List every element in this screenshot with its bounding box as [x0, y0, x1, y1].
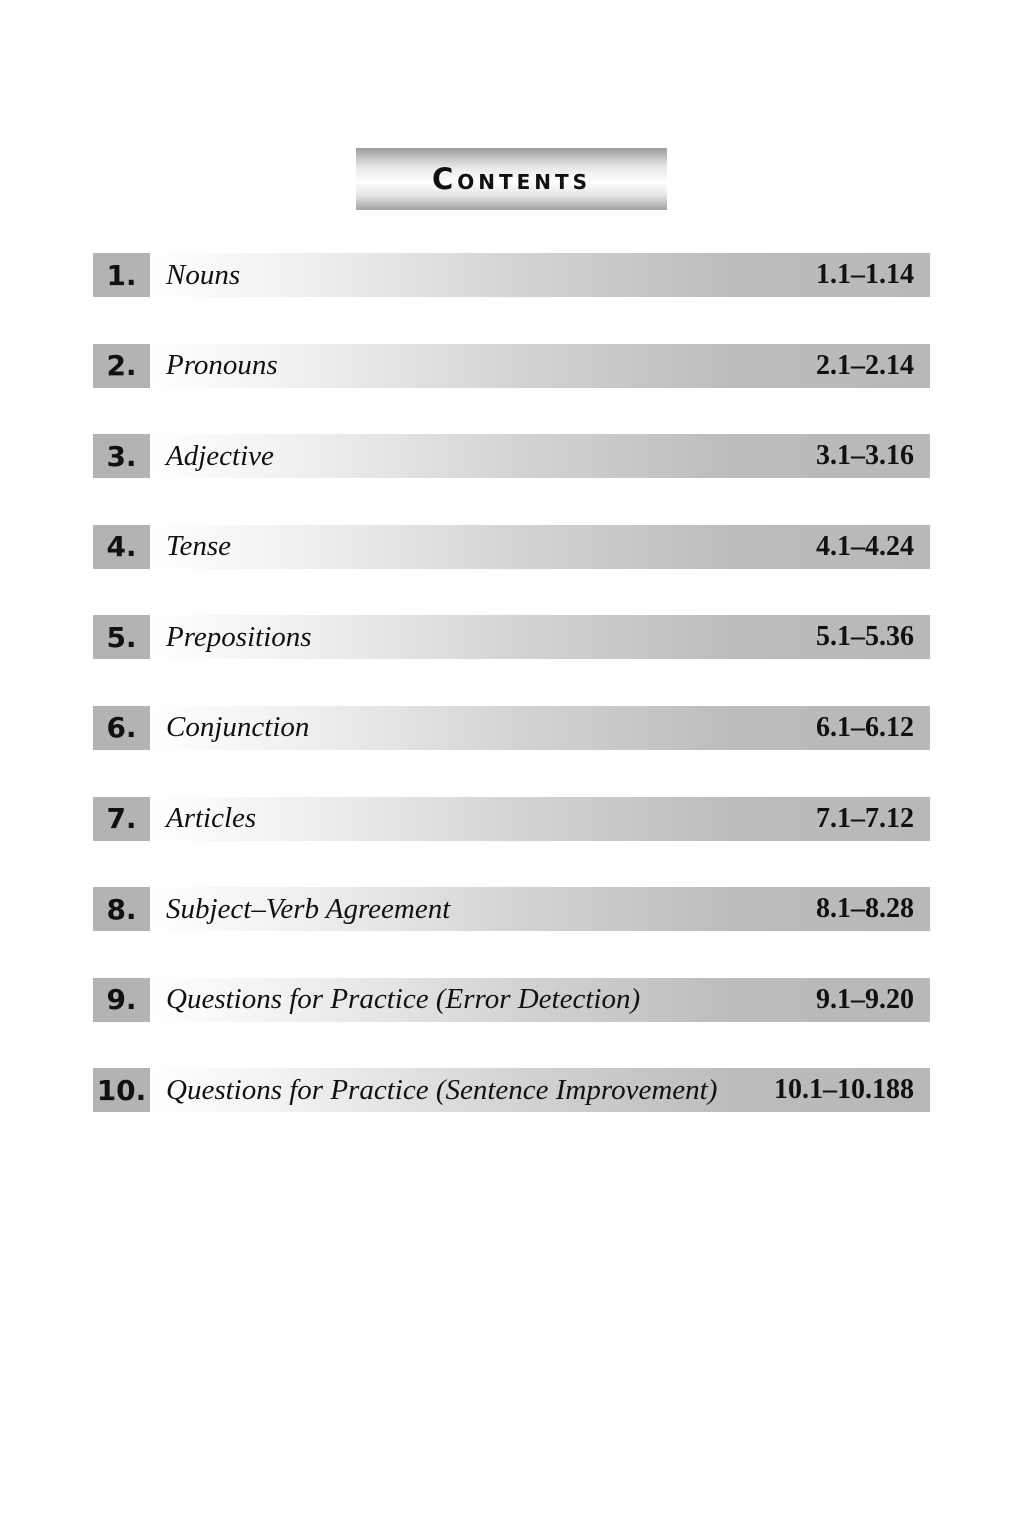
chapter-number: 6. [93, 706, 150, 750]
toc-entry-bar [150, 615, 930, 659]
chapter-title: Nouns [166, 258, 241, 291]
toc-entry-bar [150, 434, 930, 478]
toc-entry[interactable] [93, 434, 930, 478]
toc-entry-bar [150, 706, 930, 750]
toc-entry[interactable] [93, 887, 930, 931]
toc-entry[interactable] [93, 253, 930, 297]
toc-entry[interactable] [93, 797, 930, 841]
contents-heading-box [356, 148, 667, 210]
chapter-number: 10. [93, 1068, 150, 1112]
chapter-number: 2. [93, 344, 150, 388]
toc-entry-bar [150, 525, 930, 569]
toc-entry[interactable] [93, 1068, 930, 1112]
chapter-title: Prepositions [166, 620, 312, 653]
chapter-title: Adjective [166, 439, 274, 472]
chapter-number: 8. [93, 887, 150, 931]
chapter-number: 7. [93, 797, 150, 841]
chapter-title: Tense [166, 530, 231, 563]
chapter-number: 3. [93, 434, 150, 478]
chapter-pages: 8.1–8.28 [816, 893, 914, 925]
chapter-title: Subject–Verb Agreement [166, 892, 451, 925]
chapter-pages: 4.1–4.24 [816, 530, 914, 562]
chapter-number: 9. [93, 978, 150, 1022]
chapter-title: Conjunction [166, 711, 310, 744]
chapter-number: 5. [93, 615, 150, 659]
chapter-pages: 7.1–7.12 [816, 802, 914, 834]
chapter-pages: 3.1–3.16 [816, 440, 914, 472]
toc-entry[interactable] [93, 344, 930, 388]
toc-entry-bar [150, 253, 930, 297]
chapter-number: 4. [93, 525, 150, 569]
toc-entry-bar [150, 1068, 930, 1112]
toc-entry-bar [150, 978, 930, 1022]
toc-entry-bar [150, 797, 930, 841]
toc-entry[interactable] [93, 706, 930, 750]
chapter-pages: 6.1–6.12 [816, 711, 914, 743]
chapter-number: 1. [93, 253, 150, 297]
chapter-title: Questions for Practice (Error Detection) [166, 983, 641, 1016]
toc-entry[interactable] [93, 525, 930, 569]
contents-heading: Contents [431, 162, 592, 196]
chapter-pages: 2.1–2.14 [816, 349, 914, 381]
chapter-title: Questions for Practice (Sentence Improvement) [166, 1073, 718, 1106]
toc-entry[interactable] [93, 615, 930, 659]
chapter-title: Pronouns [166, 349, 278, 382]
toc-list [93, 253, 930, 1159]
chapter-pages: 9.1–9.20 [816, 983, 914, 1015]
chapter-pages: 5.1–5.36 [816, 621, 914, 653]
chapter-title: Articles [166, 802, 257, 835]
toc-entry[interactable] [93, 978, 930, 1022]
chapter-pages: 10.1–10.188 [774, 1074, 914, 1106]
toc-entry-bar [150, 344, 930, 388]
toc-entry-bar [150, 887, 930, 931]
chapter-pages: 1.1–1.14 [816, 259, 914, 290]
